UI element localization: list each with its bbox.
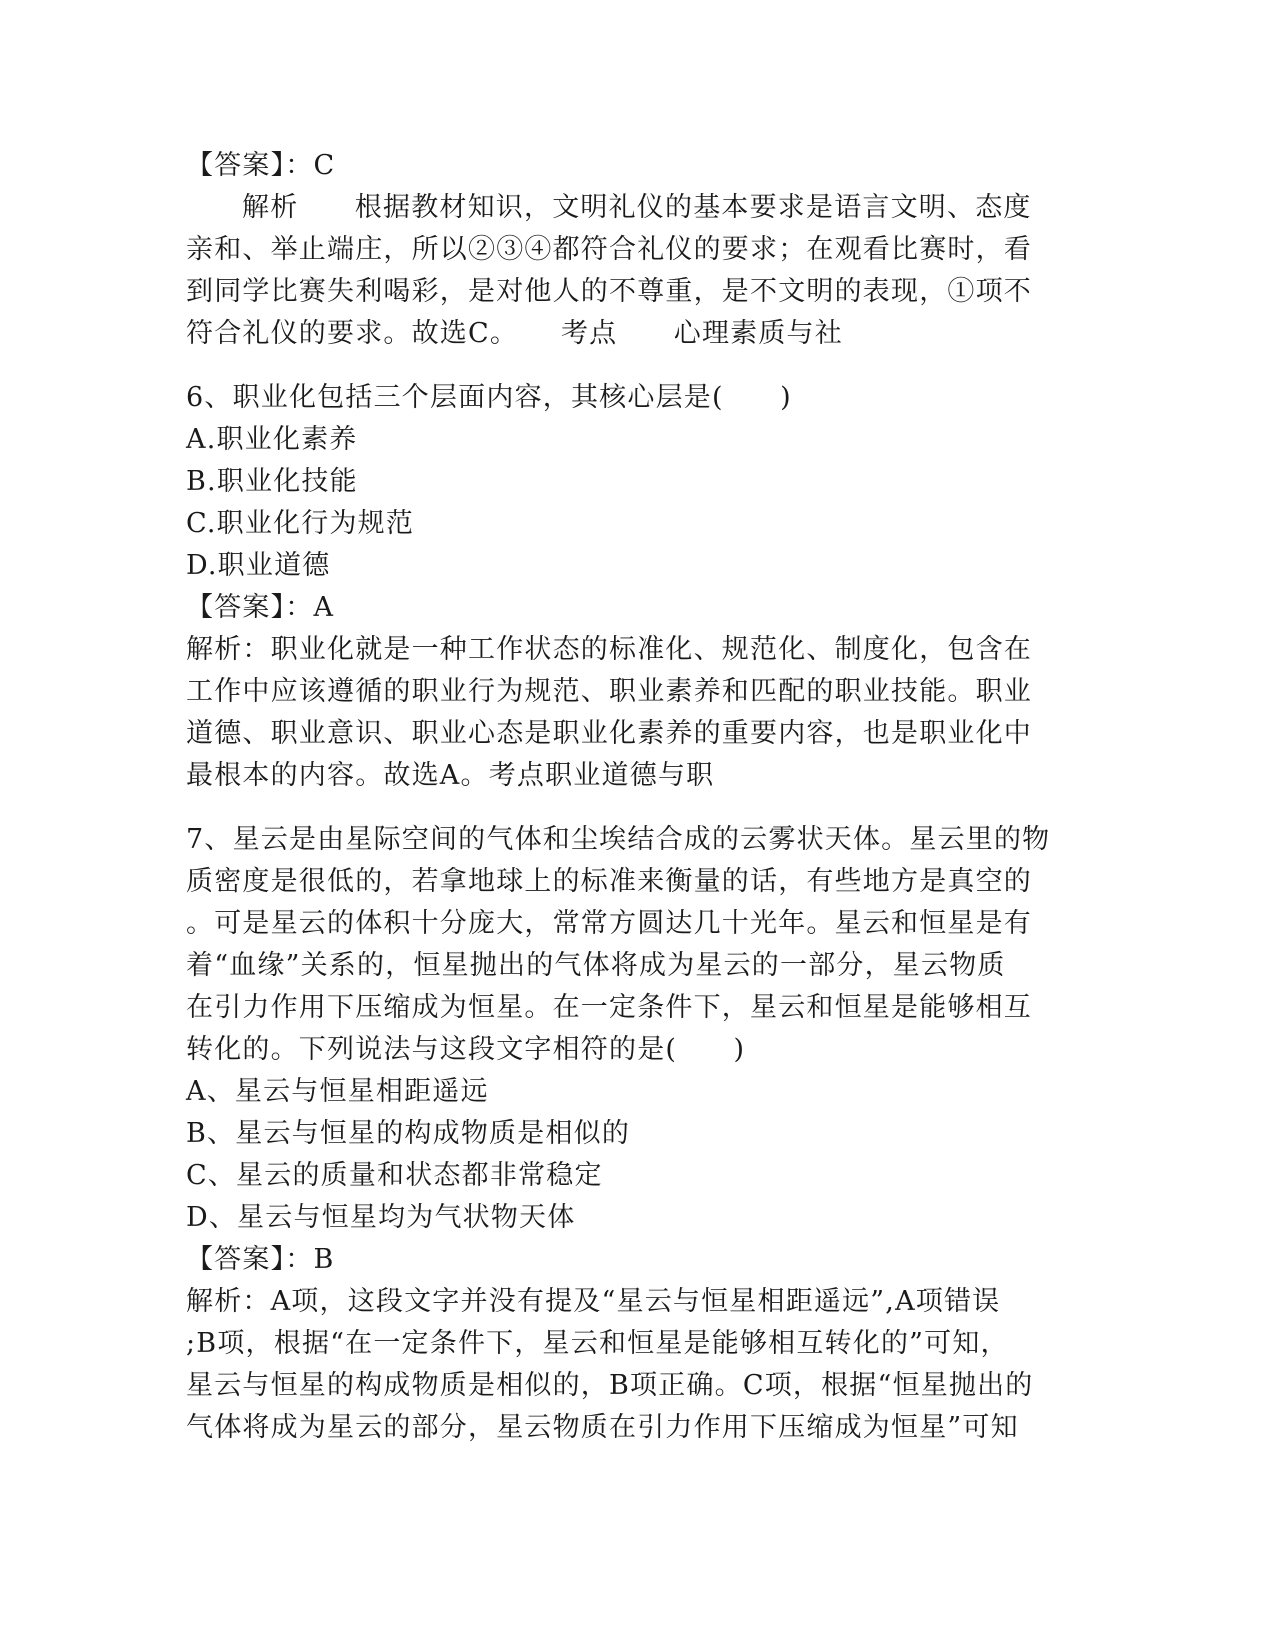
q6-explanation-line: 道德、职业意识、职业心态是职业化素养的重要内容，也是职业化中: [186, 718, 1032, 749]
q6-answer: 【答案】：A: [186, 592, 335, 623]
q7-question-line: 转化的。下列说法与这段文字相符的是( ): [186, 1034, 746, 1065]
section-gap: [186, 355, 1076, 377]
q6-explanation-line: 最根本的内容。故选A。考点职业道德与职: [186, 760, 715, 791]
q5-explanation-line: 亲和、举止端庄，所以②③④都符合礼仪的要求；在观看比赛时，看: [186, 234, 1032, 265]
q7-question-line: 着“血缘”关系的，恒星抛出的气体将成为星云的一部分，星云物质: [186, 950, 1006, 981]
q5-answer: 【答案】：C: [186, 150, 336, 181]
document-body: [186, 145, 1076, 1449]
q5-explanation-line: 符合礼仪的要求。故选C。 考点 心理素质与社: [186, 318, 843, 349]
q7-question-line: 7、星云是由星际空间的气体和尘埃结合成的云雾状天体。星云里的物: [186, 824, 1051, 855]
q7-option-a: A、星云与恒星相距遥远: [186, 1076, 489, 1107]
q7-option-d: D、星云与恒星均为气状物天体: [186, 1202, 576, 1233]
q7-question-line: 。可是星云的体积十分庞大，常常方圆达几十光年。星云和恒星是有: [186, 908, 1032, 939]
q7-explanation-line: 气体将成为星云的部分，星云物质在引力作用下压缩成为恒星”可知: [186, 1412, 1019, 1443]
q6-option-a: A.职业化素养: [186, 424, 358, 455]
q7-explanation-line: 星云与恒星的构成物质是相似的，B项正确。C项，根据“恒星抛出的: [186, 1370, 1034, 1401]
section-gap: [186, 797, 1076, 819]
q7-explanation-line: ;B项，根据“在一定条件下，星云和恒星是能够相互转化的”可知，: [186, 1328, 1009, 1359]
q5-explanation-line: 解析 根据教材知识，文明礼仪的基本要求是语言文明、态度: [242, 192, 1032, 223]
q6-option-c: C.职业化行为规范: [186, 508, 415, 539]
q6-option-b: B.职业化技能: [186, 466, 358, 497]
q6-explanation-line: 工作中应该遵循的职业行为规范、职业素养和匹配的职业技能。职业: [186, 676, 1032, 707]
q6-explanation-line: 解析：职业化就是一种工作状态的标准化、规范化、制度化，包含在: [186, 634, 1032, 665]
q7-option-b: B、星云与恒星的构成物质是相似的: [186, 1118, 631, 1149]
q7-question-line: 质密度是很低的，若拿地球上的标准来衡量的话，有些地方是真空的: [186, 866, 1032, 897]
q7-answer: 【答案】：B: [186, 1244, 335, 1275]
q6-option-d: D.职业道德: [186, 550, 331, 581]
q7-question-line: 在引力作用下压缩成为恒星。在一定条件下，星云和恒星是能够相互: [186, 992, 1032, 1023]
q7-option-c: C、星云的质量和状态都非常稳定: [186, 1160, 603, 1191]
q7-explanation-line: 解析：A项，这段文字并没有提及“星云与恒星相距遥远”,A项错误: [186, 1286, 1001, 1317]
q6-question: 6、职业化包括三个层面内容，其核心层是( ): [186, 382, 792, 413]
q5-explanation-line: 到同学比赛失利喝彩，是对他人的不尊重，是不文明的表现，①项不: [186, 276, 1032, 307]
